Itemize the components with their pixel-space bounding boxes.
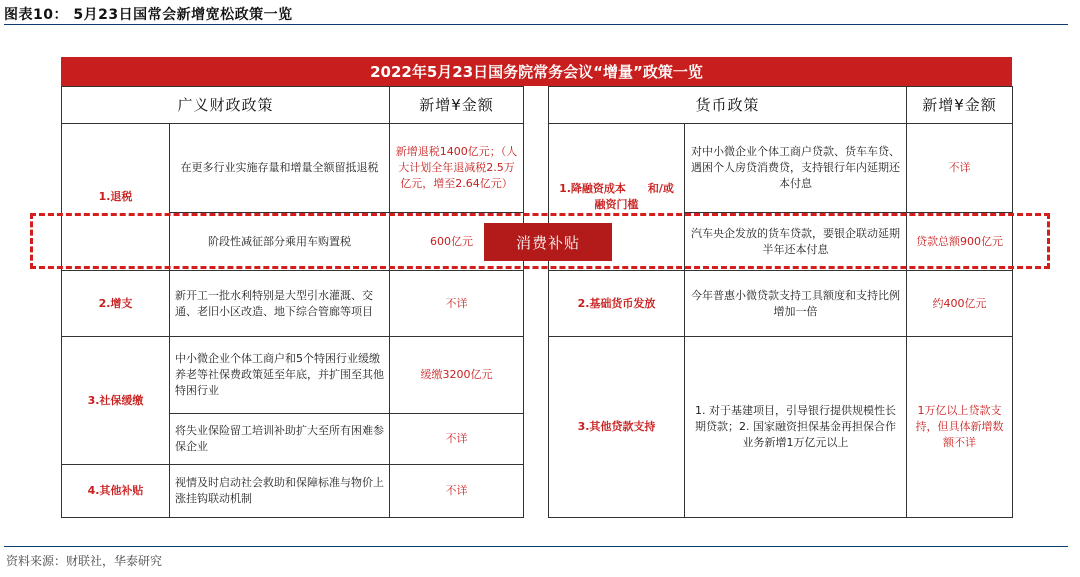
category-tax-rebate: 1.退税	[62, 124, 170, 271]
category-spending: 2.增支	[62, 271, 170, 337]
unemployment-insurance-desc: 将失业保险留工培训补助扩大至所有困难参保企业	[170, 414, 390, 465]
category-base-money: 2.基础货币发放	[549, 271, 685, 337]
top-rule	[4, 24, 1068, 25]
base-money-desc: 今年普惠小微贷款支持工具额度和支持比例增加一倍	[685, 271, 907, 337]
table-banner: 2022年5月23日国务院常务会议“增量”政策一览	[61, 57, 1012, 86]
social-insurance-amount: 缓缴3200亿元	[390, 337, 524, 414]
category-financing-cost: 1.降融资成本 和/或融资门槛	[549, 124, 685, 271]
social-insurance-desc: 中小微企业个体工商户和5个特困行业缓缴养老等社保费政策延至年底，并扩围至其他特困行业	[170, 337, 390, 414]
truck-loan-desc: 汽车央企发放的货车贷款，要银企联动延期半年还本付息	[685, 213, 907, 271]
monetary-policy-table	[548, 86, 1013, 518]
fiscal-header-amount: 新增¥金额	[390, 87, 524, 124]
spending-desc: 新开工一批水利特别是大型引水灌溉、交通、老旧小区改造、地下综合管廊等项目	[170, 271, 390, 337]
monetary-header-policy: 货币政策	[549, 87, 907, 124]
base-money-amount: 约400亿元	[907, 271, 1013, 337]
source-note: 资料来源：财联社，华泰研究	[6, 554, 163, 568]
car-purchase-tax-amount: 600亿元	[390, 213, 524, 271]
financing-deferral-desc: 对中小微企业个体工商户贷款、货车车贷、遇困个人房贷消费贷，支持银行年内延期还本付息	[685, 124, 907, 213]
other-loans-desc: 1. 对于基建项目，引导银行提供规模性长期贷款；2. 国家融资担保基金再担保合作业务新增1万亿元以上	[685, 337, 907, 518]
bottom-rule	[4, 546, 1068, 547]
consumer-subsidy-tag: 消费补贴	[484, 223, 612, 261]
fiscal-header-policy: 广义财政政策	[62, 87, 390, 124]
category-other-loans: 3.其他贷款支持	[549, 337, 685, 518]
figure-title: 图表10： 5月23日国常会新增宽松政策一览	[4, 7, 293, 23]
other-loans-amount: 1万亿以上贷款支持，但具体新增数额不详	[907, 337, 1013, 518]
fiscal-policy-table	[61, 86, 524, 518]
other-subsidy-desc: 视情及时启动社会救助和保障标准与物价上涨挂钩联动机制	[170, 465, 390, 518]
other-subsidy-amount: 不详	[390, 465, 524, 518]
category-other-subsidy: 4.其他补贴	[62, 465, 170, 518]
truck-loan-amount: 贷款总额900亿元	[907, 213, 1013, 271]
car-purchase-tax-desc: 阶段性减征部分乘用车购置税	[170, 213, 390, 271]
financing-deferral-amount: 不详	[907, 124, 1013, 213]
category-social-insurance: 3.社保缓缴	[62, 337, 170, 465]
tax-rebate-amount: 新增退税1400亿元；（人大计划全年退减税2.5万亿元，增至2.64亿元）	[390, 124, 524, 213]
tax-rebate-desc: 在更多行业实施存量和增量全额留抵退税	[170, 124, 390, 213]
monetary-header-amount: 新增¥金额	[907, 87, 1013, 124]
unemployment-insurance-amount: 不详	[390, 414, 524, 465]
spending-amount: 不详	[390, 271, 524, 337]
